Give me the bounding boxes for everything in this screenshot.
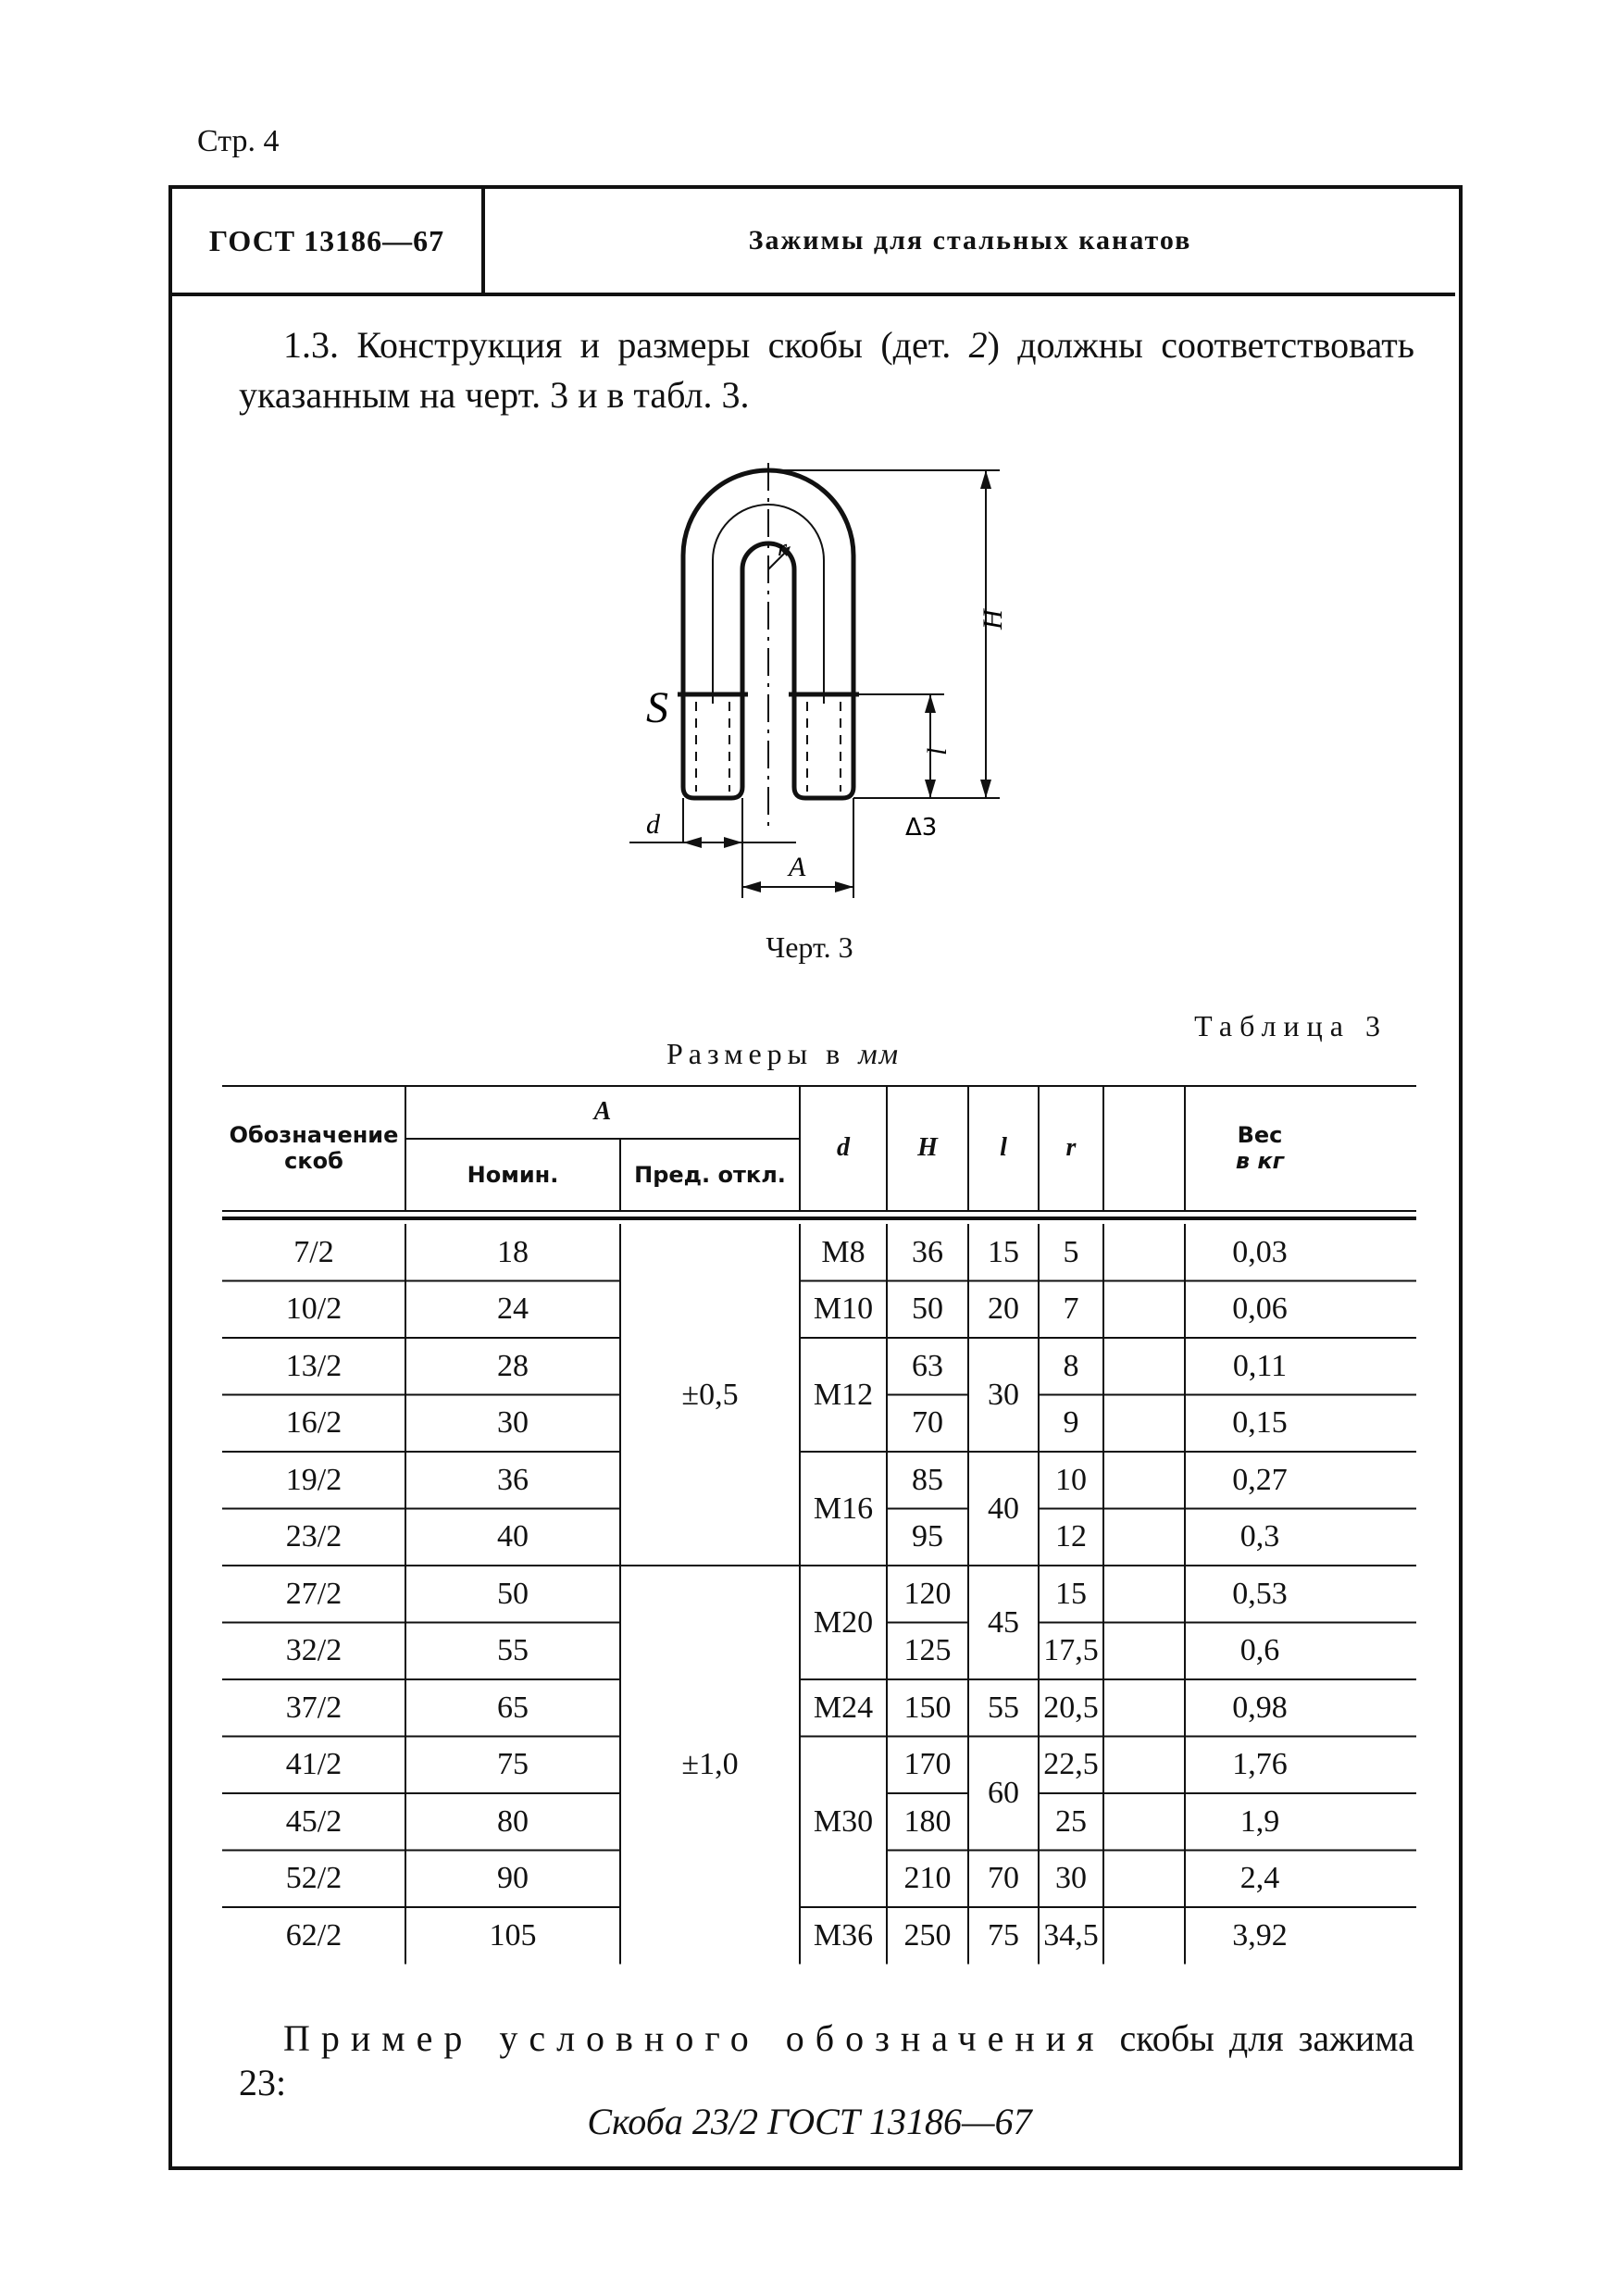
h-arrow-top [980, 470, 991, 489]
dimensions-table [222, 1085, 1416, 2011]
standard-code: ГОСТ 13186—67 [172, 189, 485, 293]
header-nominal: Номин. [467, 1162, 559, 1188]
nominal-cell: 18 [497, 1234, 529, 1269]
nominal-cell: 24 [497, 1292, 529, 1327]
nominal-cell: 80 [497, 1803, 529, 1839]
table-number: Таблица 3 [1194, 1009, 1388, 1042]
nominal-cell: 75 [497, 1747, 529, 1782]
r-cell: 20,5 [1043, 1690, 1099, 1725]
header-a: A [593, 1097, 612, 1126]
d-label: d [646, 809, 660, 840]
h-cell: 210 [903, 1861, 952, 1896]
header-h: H [917, 1133, 938, 1162]
l-cell: 20 [988, 1292, 1019, 1327]
header-weight-unit: в кг [1235, 1148, 1285, 1174]
a-arrow-left [742, 881, 761, 892]
header-l: l [1000, 1133, 1007, 1162]
weight-cell: 0,53 [1232, 1576, 1288, 1611]
l-arrow-top [925, 694, 936, 713]
header-designation: Обозначение скоб [229, 1122, 399, 1174]
radius-label: r [778, 534, 788, 561]
detail-number: 2 [968, 324, 988, 366]
nominal-cell: 36 [497, 1462, 529, 1497]
r-cell: 25 [1055, 1803, 1087, 1839]
l-cell: 40 [988, 1491, 1019, 1526]
designation-cell: 32/2 [285, 1633, 342, 1668]
r-cell: 15 [1055, 1576, 1087, 1611]
table-units [666, 1037, 900, 1071]
nominal-cell: 30 [497, 1405, 529, 1441]
designation-cell: 52/2 [285, 1861, 342, 1896]
units-value: мм [858, 1037, 901, 1070]
r-cell: 5 [1063, 1234, 1079, 1269]
weight-cell: 0,3 [1239, 1519, 1280, 1554]
nominal-cell: 55 [497, 1633, 529, 1668]
r-cell: 30 [1055, 1861, 1087, 1896]
r-cell: 9 [1063, 1405, 1079, 1441]
nominal-cell: 50 [497, 1576, 529, 1611]
r-cell: 8 [1063, 1348, 1079, 1383]
l-cell: 75 [988, 1917, 1019, 1953]
l-cell: 15 [988, 1234, 1019, 1269]
d-cell: M24 [813, 1690, 874, 1725]
u-bolt-svg [611, 444, 1037, 907]
r-cell: 22,5 [1043, 1747, 1099, 1782]
d-cell: M8 [821, 1234, 866, 1269]
h-arrow-bottom [980, 780, 991, 798]
h-cell: 36 [912, 1234, 943, 1269]
h-cell: 85 [912, 1462, 943, 1497]
surface-finish-mark: Δ3 [905, 814, 938, 842]
left-threaded-leg [683, 694, 742, 798]
d-cell: M36 [813, 1917, 874, 1953]
h-cell: 125 [903, 1633, 952, 1668]
s-label: S [646, 683, 668, 732]
h-cell: 95 [912, 1519, 943, 1554]
document-title: Зажимы для стальных канатов [748, 225, 1192, 256]
l-cell: 30 [988, 1377, 1019, 1412]
designation-cell: 62/2 [285, 1917, 342, 1953]
designation-cell: 19/2 [285, 1462, 342, 1497]
d-cell: M12 [813, 1377, 874, 1412]
designation-cell: 7/2 [293, 1234, 334, 1269]
l-cell: 45 [988, 1604, 1019, 1640]
weight-cell: 0,27 [1232, 1462, 1288, 1497]
l-cell: 70 [988, 1861, 1019, 1896]
header-weight-label: Вес [1237, 1122, 1283, 1148]
weight-cell: 2,4 [1239, 1861, 1280, 1896]
h-label: H [978, 609, 1008, 630]
weight-cell: 3,92 [1232, 1917, 1288, 1953]
weight-cell: 0,03 [1232, 1234, 1288, 1269]
h-cell: 70 [912, 1405, 943, 1441]
page-number: Стр. 4 [197, 124, 280, 158]
nominal-cell: 90 [497, 1861, 529, 1896]
designation-cell: 23/2 [285, 1519, 342, 1554]
weight-cell: 1,9 [1239, 1803, 1280, 1839]
l-cell: 55 [988, 1690, 1019, 1725]
weight-cell: 0,11 [1232, 1348, 1288, 1383]
header-weight [1103, 1085, 1416, 1211]
a-arrow-right [835, 881, 853, 892]
designation-cell: 27/2 [285, 1576, 342, 1611]
example-intro [239, 2016, 1414, 2105]
designation-cell: 16/2 [285, 1405, 342, 1441]
tolerance-cell: ±1,0 [681, 1747, 739, 1782]
example-lead-spaced: Пример условного обозначения [283, 2017, 1105, 2059]
nominal-cell: 65 [497, 1690, 529, 1725]
l-arrow-bottom [925, 780, 936, 798]
nominal-cell: 105 [489, 1917, 537, 1953]
d-cell: M16 [813, 1491, 874, 1526]
l-label: l [922, 747, 953, 755]
a-label: A [789, 852, 806, 882]
units-prefix: Размеры в [666, 1037, 859, 1070]
designation-cell: 37/2 [285, 1690, 342, 1725]
header-d: d [837, 1133, 850, 1162]
h-cell: 120 [903, 1576, 952, 1611]
designation-cell: 41/2 [285, 1747, 342, 1782]
r-cell: 17,5 [1043, 1633, 1099, 1668]
weight-cell: 0,6 [1239, 1633, 1280, 1668]
clause-number: 1.3. [283, 324, 339, 366]
clause-text-before: Конструкция и размеры скобы (дет. [339, 324, 969, 366]
h-cell: 250 [903, 1917, 952, 1953]
d-arrow-right [724, 837, 742, 848]
nominal-cell: 28 [497, 1348, 529, 1383]
designation-cell: 13/2 [285, 1348, 342, 1383]
document-header [172, 189, 1455, 296]
d-arrow-left [683, 837, 702, 848]
example-lead-rest: скобы для зажима 23: [239, 2017, 1414, 2103]
right-threaded-leg [794, 694, 853, 798]
h-cell: 170 [903, 1747, 952, 1782]
nominal-cell: 40 [497, 1519, 529, 1554]
designation-cell: 45/2 [285, 1803, 342, 1839]
designation-cell: 10/2 [285, 1292, 342, 1327]
d-cell: M30 [813, 1803, 874, 1839]
h-cell: 180 [903, 1803, 952, 1839]
header-tolerance: Пред. откл. [634, 1162, 786, 1188]
r-cell: 7 [1063, 1292, 1079, 1327]
r-cell: 12 [1055, 1519, 1087, 1554]
h-cell: 63 [912, 1348, 943, 1383]
u-bolt-drawing [611, 444, 1037, 907]
clause-text-after: ) должны соответствовать указанным на черт. 3 и в табл. 3. [239, 324, 1414, 416]
h-cell: 150 [903, 1690, 952, 1725]
weight-cell: 0,98 [1232, 1690, 1288, 1725]
r-cell: 34,5 [1043, 1917, 1099, 1953]
weight-cell: 1,76 [1232, 1747, 1288, 1782]
figure-caption: Черт. 3 [766, 930, 853, 964]
example-designation: Скоба 23/2 ГОСТ 13186—67 [587, 2101, 1032, 2142]
header-r: r [1065, 1133, 1077, 1162]
r-cell: 10 [1055, 1462, 1087, 1497]
weight-cell: 0,15 [1232, 1405, 1288, 1441]
h-cell: 50 [912, 1292, 943, 1327]
tolerance-cell: ±0,5 [681, 1377, 739, 1412]
clause-1-3 [239, 320, 1414, 420]
l-cell: 60 [988, 1776, 1019, 1810]
weight-cell: 0,06 [1232, 1292, 1288, 1327]
d-cell: M10 [813, 1292, 874, 1327]
d-cell: M20 [813, 1604, 874, 1640]
